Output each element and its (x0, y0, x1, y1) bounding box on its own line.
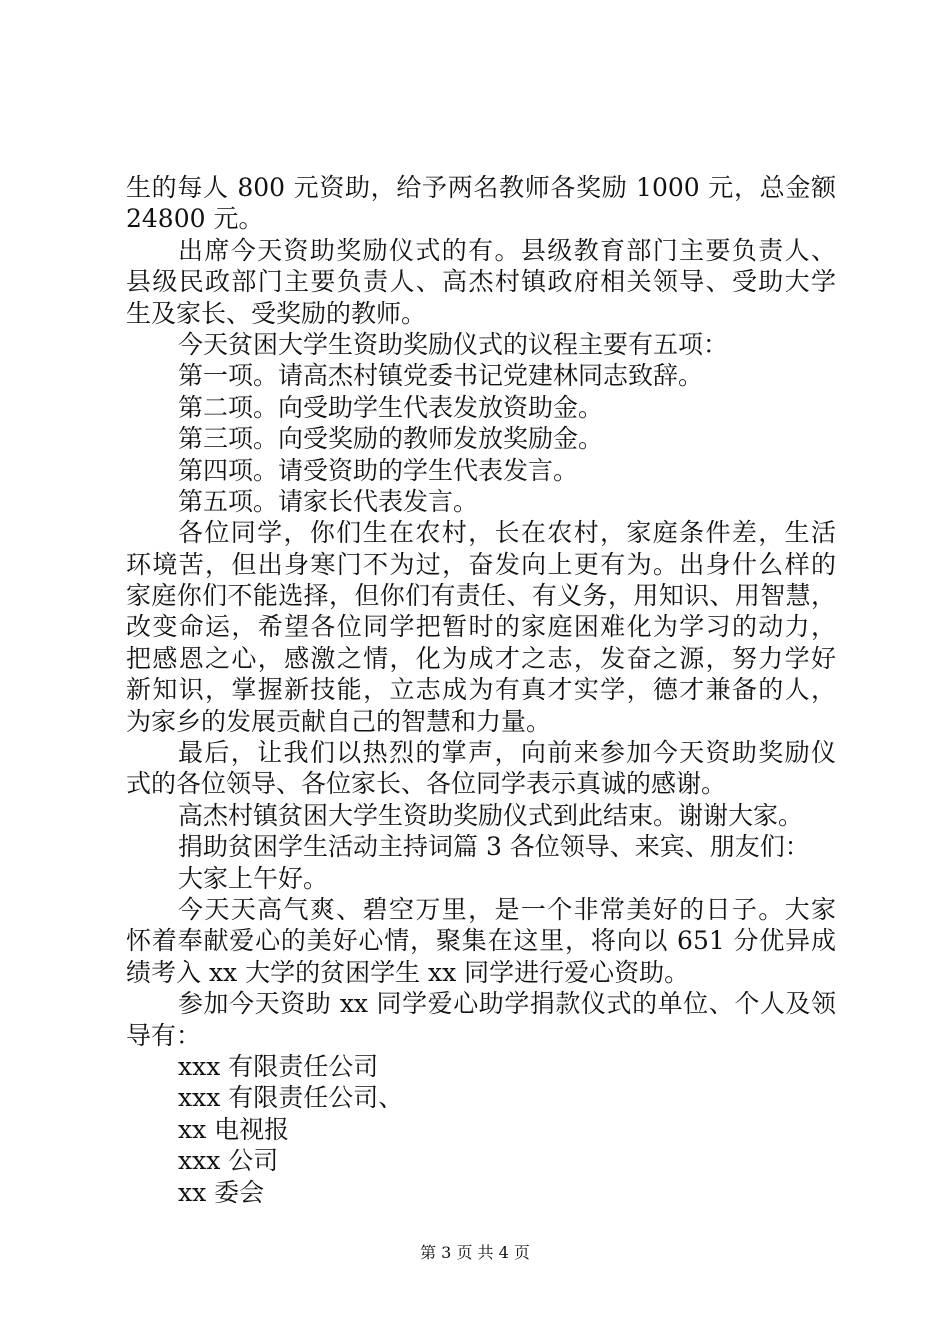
list-item: xxx 公司 (178, 1146, 279, 1176)
text-line: 把感恩之心，感激之情，化为成才之志，发奋之源，努力学好 (126, 643, 836, 673)
paragraph-start-line: 捐助贫困学生活动主持词篇 3 各位领导、来宾、朋友们： (178, 832, 810, 862)
text-line: 怀着奉献爱心的美好心情，聚集在这里，将向以 651 分优异成 (126, 926, 836, 956)
agenda-item: 第五项。请家长代表发言。 (178, 486, 479, 516)
paragraph-start-line: 大家上午好。 (178, 863, 329, 893)
paragraph-start-line: 参加今天资助 xx 同学爱心助学捐款仪式的单位、个人及领 (178, 989, 836, 1019)
paragraph-start-line: 出席今天资助奖励仪式的有。县级教育部门主要负责人、 (178, 235, 836, 265)
text-line: 改变命运，希望各位同学把暂时的家庭困难化为学习的动力， (126, 612, 836, 642)
paragraph-start-line: 今天天高气爽、碧空万里，是一个非常美好的日子。大家 (178, 894, 836, 924)
text-line: 24800 元。 (126, 204, 264, 234)
agenda-item: 第一项。请高杰村镇党委书记党建林同志致辞。 (178, 361, 704, 391)
text-line: 环境苦，但出身寒门不为过，奋发向上更有为。出身什么样的 (126, 549, 836, 579)
text-line: 家庭你们不能选择，但你们有责任、有义务，用知识、用智慧， (126, 581, 836, 611)
list-item: xx 电视报 (178, 1114, 290, 1144)
text-line: 新知识，掌握新技能，立志成为有真才实学，德才兼备的人， (126, 675, 836, 705)
document-body (126, 172, 836, 1208)
list-item: xx 委会 (178, 1177, 265, 1207)
text-line: 县级民政部门主要负责人、高杰村镇政府相关领导、受助大学 (126, 267, 836, 297)
list-item: xxx 有限责任公司 (178, 1051, 379, 1081)
paragraph-start-line: 各位同学，你们生在农村，长在农村，家庭条件差，生活 (178, 518, 836, 548)
page-footer: 第 3 页 共 4 页 (420, 1243, 530, 1262)
paragraph-start-line: 今天贫困大学生资助奖励仪式的议程主要有五项： (178, 329, 729, 359)
list-item: xxx 有限责任公司、 (178, 1083, 404, 1113)
agenda-item: 第三项。向受奖励的教师发放奖励金。 (178, 424, 604, 454)
text-line: 生及家长、受奖励的教师。 (126, 298, 427, 328)
agenda-item: 第四项。请受资助的学生代表发言。 (178, 455, 579, 485)
paragraph-start-line: 高杰村镇贫困大学生资助奖励仪式到此结束。谢谢大家。 (178, 800, 804, 830)
text-line: 导有： (126, 1020, 202, 1050)
text-line: 为家乡的发展贡献自己的智慧和力量。 (126, 706, 552, 736)
paragraph-start-line: 最后，让我们以热烈的掌声，向前来参加今天资助奖励仪 (178, 738, 836, 768)
text-line: 式的各位领导、各位家长、各位同学表示真诚的感谢。 (126, 769, 727, 799)
agenda-item: 第二项。向受助学生代表发放资助金。 (178, 392, 604, 422)
text-line: 生的每人 800 元资助，给予两名教师各奖励 1000 元，总金额 (126, 173, 836, 202)
text-line: 绩考入 xx 大学的贫困学生 xx 同学进行爱心资助。 (126, 957, 690, 987)
